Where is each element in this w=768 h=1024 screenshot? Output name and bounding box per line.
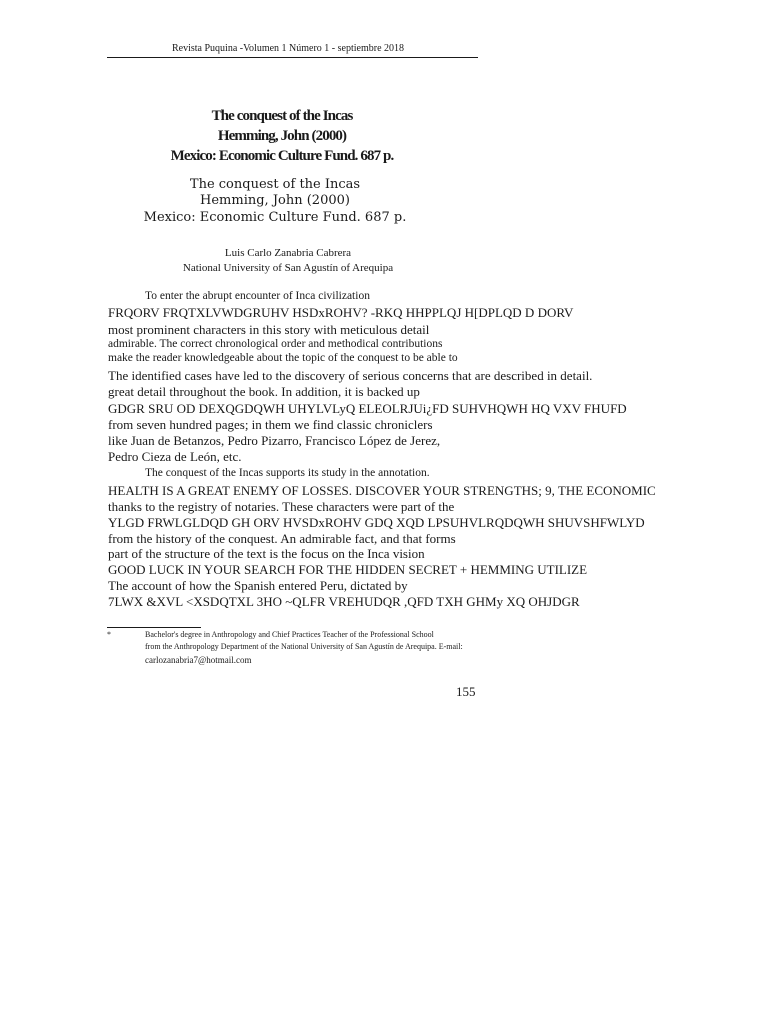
body-line: Pedro Cieza de León, etc.	[108, 449, 242, 464]
author-affiliation: National University of San Agustín of Arequipa	[182, 262, 394, 274]
body-line: To enter the abrupt encounter of Inca civilization	[145, 290, 370, 302]
body-line: YLGD FRWLGLDQD GH ORV HVSDxROHV GDQ XQD LPSUHVLRQDQWH SHUVSHFWLYD	[108, 515, 645, 530]
body-line: from the history of the conquest. An admirable fact, and that forms	[108, 531, 456, 546]
title-plain-line-3: Mexico: Economic Culture Fund. 687 p.	[143, 210, 407, 225]
body-line: The account of how the Spanish entered Peru, dictated by	[108, 578, 408, 593]
author-name: Luis Carlo Zanabria Cabrera	[224, 247, 352, 259]
title-plain-line-2: Hemming, John (2000)	[200, 193, 350, 208]
body-line: part of the structure of the text is the focus on the Inca vision	[108, 546, 425, 561]
body-line: FRQORV FRQTXLVWDGRUHV HSDxROHV? -RKQ HHPPLQJ H[DPLQD D DORV	[108, 305, 574, 320]
body-line: from seven hundred pages; in them we find classic chroniclers	[108, 417, 433, 432]
body-line: admirable. The correct chronological order and methodical contributions	[108, 338, 443, 350]
title-plain-line-1: The conquest of the Incas	[189, 177, 361, 192]
body-line: make the reader knowledgeable about the topic of the conquest to be able to	[108, 352, 458, 364]
footnote-marker: *	[107, 630, 111, 639]
body-line: like Juan de Betanzos, Pedro Pizarro, Francisco López de Jerez,	[108, 433, 441, 448]
body-line: HEALTH IS A GREAT ENEMY OF LOSSES. DISCOVER YOUR STRENGTHS; 9, THE ECONOMIC	[108, 483, 656, 498]
title-bold-line-3: Mexico: Economic Culture Fund. 687 p.	[170, 148, 394, 164]
footnote-rule	[107, 627, 201, 628]
body-line: great detail throughout the book. In addition, it is backed up	[108, 384, 420, 399]
title-bold-line-1: The conquest of the Incas	[211, 108, 353, 124]
page-number: 155	[456, 684, 476, 699]
body-line: GOOD LUCK IN YOUR SEARCH FOR THE HIDDEN SECRET + HEMMING UTILIZE	[108, 562, 588, 577]
header-rule	[107, 57, 478, 58]
title-bold-line-2: Hemming, John (2000)	[217, 128, 347, 144]
body-line: GDGR SRU OD DEXQGDQWH UHYLVLyQ ELEOLRJUi¿FD SUHVHQWH HQ VXV FHUFD	[108, 401, 627, 416]
body-line: 7LWX &XVL <XSDQTXL 3HO ~QLFR VREHUDQR ,QFD TXH GHMy XQ OHJDGR	[108, 594, 580, 609]
body-line: The identified cases have led to the discovery of serious concerns that are described in detail.	[108, 368, 593, 383]
body-line: The conquest of the Incas supports its study in the annotation.	[145, 467, 430, 479]
footnote-email: carlozanabria7@hotmail.com	[145, 655, 252, 665]
body-line: thanks to the registry of notaries. These characters were part of the	[108, 499, 455, 514]
footnote-line: from the Anthropology Department of the National University of San Agustín de Arequipa. E-mail:	[145, 642, 463, 651]
footnote-line: Bachelor's degree in Anthropology and Chief Practices Teacher of the Professional School	[145, 630, 434, 639]
journal-header: Revista Puquina -Volumen 1 Número 1 - septiembre 2018	[172, 43, 405, 54]
body-line: most prominent characters in this story with meticulous detail	[108, 322, 430, 337]
